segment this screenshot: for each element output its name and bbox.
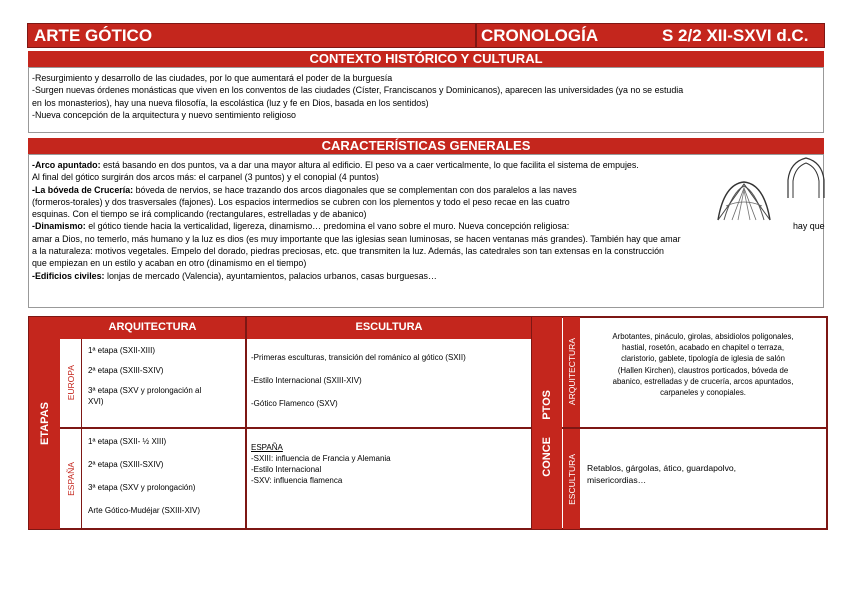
boveda-text: bóveda de nervios, se hace trazando dos arcos diagonales que se complementan con dos paralelos a las naves — [133, 184, 577, 195]
conceptos-label-bottom: CONCE — [541, 437, 553, 477]
col-arquitectura-header: ARQUITECTURA — [108, 321, 197, 333]
dinamismo-line-3: a la naturaleza: motivos vegetales. Empelo del dorado, piedras preciosas, etc. que transmiten la luz. Además, las catedrales son tan extensas en la construcción — [32, 246, 664, 257]
pointed-arch-image — [784, 156, 828, 200]
crucería-vault-image — [714, 176, 774, 224]
header-title-cell — [28, 24, 475, 47]
escultura-item: -Estilo Internacional (SXIII-XIV) — [251, 376, 362, 385]
escultura-item: -Primeras esculturas, transición del románico al gótico (SXII) — [251, 353, 466, 362]
concepto-line: hastial, rosetón, acabado en chapitel o terraza, — [621, 343, 785, 353]
col-escultura-header: ESCULTURA — [355, 321, 423, 333]
dinamismo-text: el gótico tiende hacia la verticalidad, ligereza, dinamismo… predomina el vano sobre el muro. Nueva concepción religiosa: — [85, 221, 570, 232]
arco-text: está basando en dos puntos, va a dar una mayor altura al edificio. El peso va a caer verticalmente, lo que facilita el sistema de empujes. — [100, 160, 639, 170]
civiles-text: lonjas de mercado (Valencia), ayuntamientos, palacios urbanos, casas burguesas… — [104, 270, 437, 281]
etapa-item: 3ª etapa (SXV y prolongación) — [88, 483, 196, 492]
dinamismo-tail: hay que — [793, 221, 825, 232]
escultura-item: -SXV: influencia flamenca — [251, 476, 343, 485]
escultura-item: -Estilo Internacional — [251, 465, 322, 474]
concepto-line: (Hallen Kirchen), claustros porticados, bóveda de — [617, 365, 789, 375]
escultura-item: -Gótico Flamenco (SXV) — [251, 399, 338, 408]
c-arquitectura-text — [582, 331, 824, 398]
conceptos-bottom-wrap — [532, 433, 562, 481]
concepto-line: carpaneles y conopiales. — [660, 388, 746, 398]
conceptos-top-wrap — [532, 385, 562, 425]
contexto-line: -Resurgimiento y desarrollo de las ciudades, por lo que aumentará el poder de la burguesía — [32, 73, 393, 83]
espana-arquitectura-cell — [88, 436, 243, 516]
etapa-item: 2ª etapa (SXIII-SXIV) — [88, 460, 164, 469]
contexto-line: -Nueva concepción de la arquitectura y nuevo sentimiento religioso — [32, 109, 296, 120]
europa-label: EUROPA — [65, 365, 76, 401]
boveda-line-3: esquinas. Con el tiempo se irá complicando (rectangulares, estrelladas y de abanico) — [32, 209, 367, 220]
etapa-item-cont: XVI) — [88, 397, 104, 406]
header-cronologia-cell — [477, 24, 824, 47]
concepto-line: Retablos, gárgolas, ático, guardapolvo, — [587, 463, 737, 473]
contexto-box — [28, 67, 824, 133]
etapa-item: 3ª etapa (SXV y prolongación al — [88, 386, 202, 395]
col-divider — [245, 317, 247, 529]
etapa-item: 1ª etapa (SXII- ½ XIII) — [88, 437, 167, 446]
dinamismo-line-4: que empiezan en un estilo y acaban en otro (dinamismo en el tiempo) — [32, 258, 307, 269]
concepto-line: abanico, estrelladas y de crucería, arcos apuntados, — [612, 376, 794, 386]
boveda-line — [32, 184, 823, 196]
contexto-line: -Surgen nuevas órdenes monásticas que viven en los conventos de las ciudades (Císter, Franciscanos y Dominicanos), aparecen las universidades (ya no se estudia — [32, 85, 684, 96]
arco-label: -Arco apuntado: — [32, 160, 101, 170]
caracteristicas-title: CARACTERÍSTICAS GENERALES — [28, 138, 824, 154]
etapa-item: Arte Gótico-Mudéjar (SXIII-XIV) — [88, 506, 201, 515]
espana-escultura-cell — [251, 442, 529, 486]
espana-label-cell — [60, 429, 82, 529]
c-escultura-label-cell — [563, 429, 580, 529]
c-arquitectura-label: ARQUITECTURA — [566, 338, 577, 406]
c-escultura-label: ESCULTURA — [566, 453, 577, 505]
cronologia-label: CRONOLOGÍA — [481, 25, 599, 45]
espana-escultura-title: ESPAÑA — [251, 443, 283, 452]
etapas-label: ETAPAS — [38, 401, 51, 445]
concepto-line: claristorio, gablete, tipología de iglesia de salón — [621, 354, 785, 364]
etapa-item: 2ª etapa (SXIII-SXIV) — [88, 366, 164, 375]
espana-label: ESPAÑA — [65, 462, 76, 496]
caracteristicas-box — [28, 154, 824, 308]
c-escultura-text — [587, 463, 819, 486]
escultura-item: -SXIII: influencia de Francia y Alemania — [251, 454, 391, 463]
boveda-line-2: (formeros-torales) y dos trasversales (fajones). Los espacios intermedios se cubren con los plementos y todo el peso recae en las cuatro — [32, 196, 570, 207]
arco-line — [32, 159, 823, 171]
contexto-line: en los monasterios), hay una nueva filosofía, la escolástica (luz y fe en Dios, basada en los sentidos) — [32, 97, 429, 108]
concepto-line: misericordias… — [587, 474, 647, 485]
row-divider — [60, 427, 531, 429]
europa-label-cell — [60, 339, 82, 427]
c-arquitectura-label-cell — [563, 317, 580, 427]
europa-arquitectura-cell — [88, 345, 243, 407]
etapas-label-wrap — [29, 317, 60, 529]
boveda-label: -La bóveda de Crucería: — [32, 184, 134, 195]
etapa-item: 1ª etapa (SXII-XIII) — [88, 346, 155, 355]
europa-escultura-cell — [251, 352, 529, 409]
conceptos-label-top: PTOS — [541, 390, 553, 420]
periodo-label: S 2/2 XII-SXVI d.C. — [662, 25, 809, 45]
dinamismo-line — [32, 220, 823, 232]
dinamismo-label: -Dinamismo: — [32, 221, 86, 232]
concepto-line: Arbotantes, pináculo, girolas, absidiolos poligonales, — [612, 332, 794, 341]
conceptos-row-divider — [562, 427, 826, 429]
contexto-title: CONTEXTO HISTÓRICO Y CULTURAL — [28, 51, 824, 67]
civiles-label: -Edificios civiles: — [32, 270, 105, 281]
page-title: ARTE GÓTICO — [34, 25, 153, 45]
dinamismo-line-2: amar a Dios, no temerlo, más humano y la luz es dios (es muy importante que las iglesias sean luminosas, se hacen ventanas más grandes). También hay que amar — [32, 233, 681, 244]
arco-line-2: Al final del gótico surgirán dos arcos más: el carpanel (3 puntos) y el conopial (4 puntos) — [32, 172, 379, 183]
civiles-line — [32, 270, 823, 282]
